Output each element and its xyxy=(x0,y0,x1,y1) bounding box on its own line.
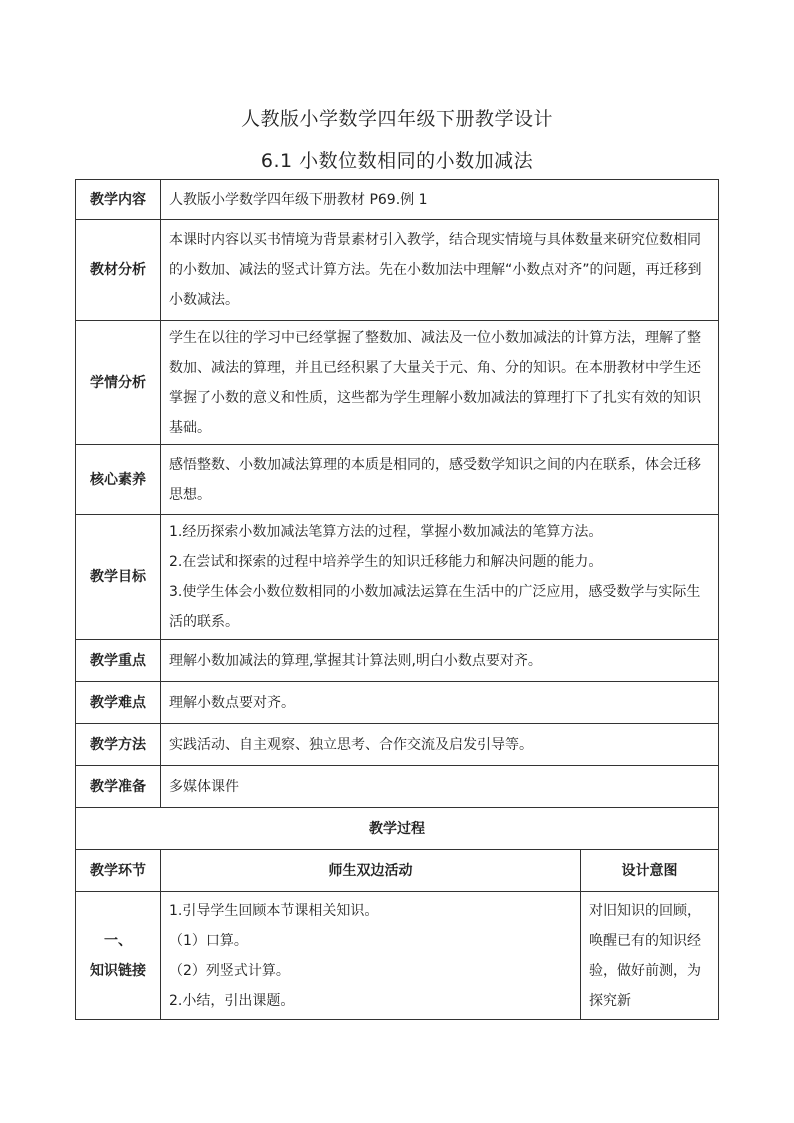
label-method: 教学方法 xyxy=(76,724,161,766)
value-student-analysis: 学生在以往的学习中已经掌握了整数加、减法及一位小数加减法的计算方法，理解了整数加、减法的算理，并且已经积累了大量关于元、角、分的知识。在本册教材中学生还掌握了小数的意义和性质，这些都为学生理解小数加减法的算理打下了扎实有效的知识基础。 xyxy=(161,321,719,445)
row-stage-1 xyxy=(76,892,719,1020)
lesson-plan-table xyxy=(75,179,719,1020)
row-difficulty xyxy=(76,682,719,724)
activity-item: （2）列竖式计算。 xyxy=(169,963,290,979)
process-header: 教学过程 xyxy=(76,808,719,850)
column-intent: 设计意图 xyxy=(581,850,719,892)
value-preparation: 多媒体课件 xyxy=(161,766,719,808)
label-core-literacy: 核心素养 xyxy=(76,445,161,515)
activity-item: 1.引导学生回顾本节课相关知识。 xyxy=(169,903,379,919)
label-preparation: 教学准备 xyxy=(76,766,161,808)
label-textbook-analysis: 教材分析 xyxy=(76,220,161,321)
row-process-header xyxy=(76,808,719,850)
row-key-point xyxy=(76,640,719,682)
goal-item: 3.使学生体会小数位数相同的小数加减法运算在生活中的广泛应用，感受数学与实际生活的联系。 xyxy=(169,584,701,630)
label-difficulty: 教学难点 xyxy=(76,682,161,724)
row-teaching-goals xyxy=(76,515,719,640)
goal-item: 2.在尝试和探索的过程中培养学生的知识迁移能力和解决问题的能力。 xyxy=(169,554,603,570)
label-key-point: 教学重点 xyxy=(76,640,161,682)
value-teaching-goals xyxy=(161,515,719,640)
label-teaching-content: 教学内容 xyxy=(76,180,161,220)
row-preparation xyxy=(76,766,719,808)
stage-1-number: 一、 xyxy=(104,932,132,949)
document-title: 人教版小学数学四年级下册教学设计 xyxy=(240,108,553,130)
activity-item: 2.小结，引出课题。 xyxy=(169,993,295,1009)
row-textbook-analysis xyxy=(76,220,719,321)
goal-item: 1.经历探索小数加减法笔算方法的过程，掌握小数加减法的笔算方法。 xyxy=(169,524,603,540)
label-teaching-goals: 教学目标 xyxy=(76,515,161,640)
value-method: 实践活动、自主观察、独立思考、合作交流及启发引导等。 xyxy=(161,724,719,766)
value-difficulty: 理解小数点要对齐。 xyxy=(161,682,719,724)
row-teaching-content xyxy=(76,180,719,220)
value-textbook-analysis: 本课时内容以买书情境为背景素材引入教学，结合现实情境与具体数量来研究位数相同的小数加、减法的竖式计算方法。先在小数加法中理解“小数点对齐”的问题，再迁移到小数减法。 xyxy=(161,220,719,321)
label-student-analysis: 学情分析 xyxy=(76,321,161,445)
row-process-columns xyxy=(76,850,719,892)
column-activities: 师生双边活动 xyxy=(161,850,581,892)
stage-1-label xyxy=(76,892,161,1020)
stage-1-activities xyxy=(161,892,581,1020)
column-stage: 教学环节 xyxy=(76,850,161,892)
row-method xyxy=(76,724,719,766)
stage-1-name: 知识链接 xyxy=(90,962,146,979)
activity-item: （1）口算。 xyxy=(169,933,248,949)
value-core-literacy: 感悟整数、小数加减法算理的本质是相同的，感受数学知识之间的内在联系，体会迁移思想。 xyxy=(161,445,719,515)
value-key-point: 理解小数加减法的算理,掌握其计算法则,明白小数点要对齐。 xyxy=(161,640,719,682)
row-student-analysis xyxy=(76,321,719,445)
lesson-title: 6.1 小数位数相同的小数加减法 xyxy=(260,150,534,172)
stage-1-intent: 对旧知识的回顾，唤醒已有的知识经验，做好前测，为探究新 xyxy=(581,892,719,1020)
row-core-literacy xyxy=(76,445,719,515)
value-teaching-content: 人教版小学数学四年级下册教材 P69.例 1 xyxy=(161,180,719,220)
